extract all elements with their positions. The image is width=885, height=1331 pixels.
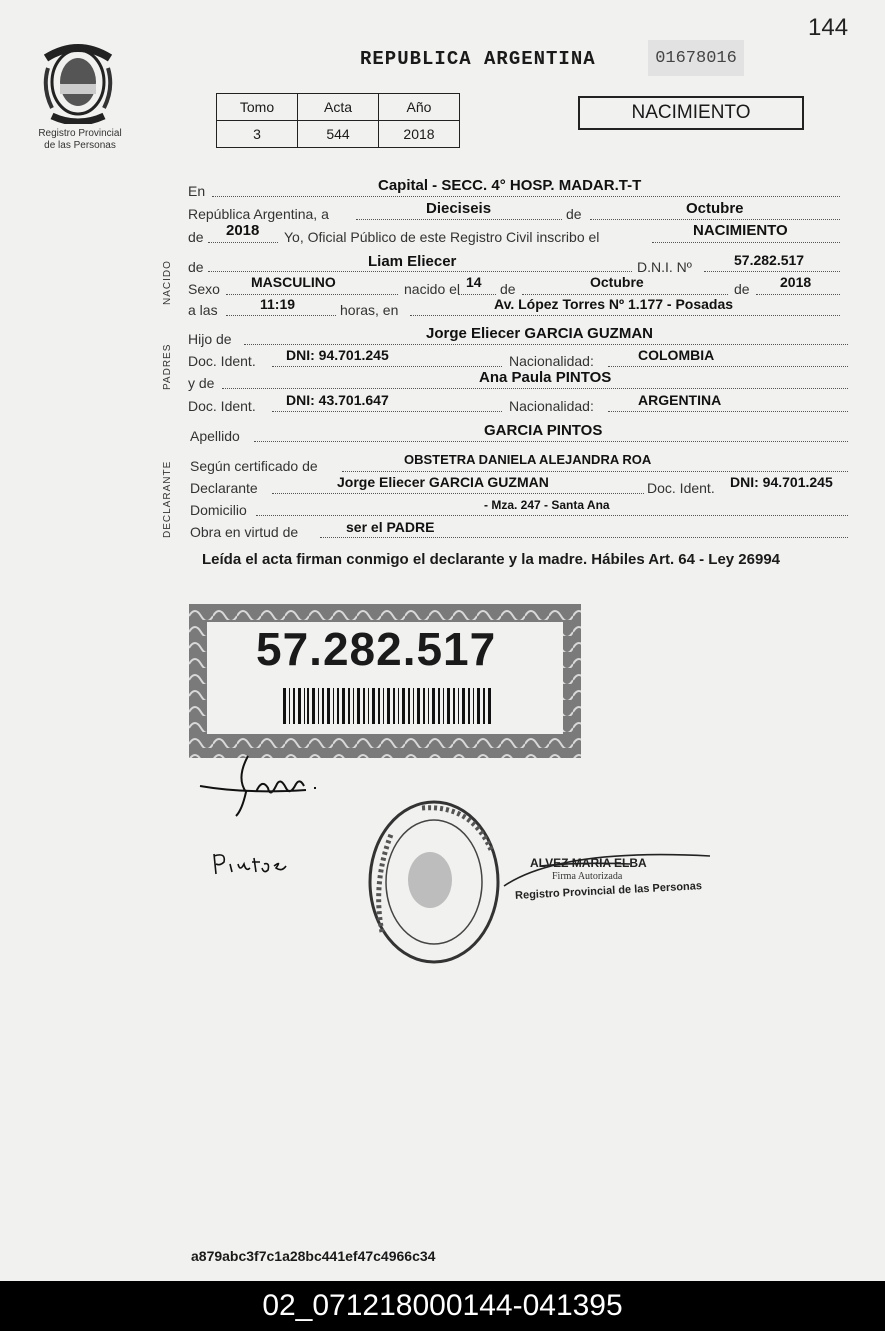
field-dia-letras: Dieciseis xyxy=(426,200,492,217)
field-declarante-doc: DNI: 94.701.245 xyxy=(730,474,833,490)
table-value-tomo: 3 xyxy=(217,121,298,148)
act-type-box: NACIMIENTO xyxy=(578,96,804,130)
table-value-anio: 2018 xyxy=(379,121,460,148)
field-padre: Jorge Eliecer GARCIA GUZMAN xyxy=(426,325,653,342)
dotted-line xyxy=(704,271,840,272)
dotted-line xyxy=(244,344,848,345)
label-hijo-de: Hijo de xyxy=(188,331,232,347)
label-obra: Obra en virtud de xyxy=(190,524,299,540)
label-domicilio: Domicilio xyxy=(190,502,247,518)
org-line-2: de las Personas xyxy=(44,140,116,151)
page-number: 144 xyxy=(808,14,849,41)
table-header-anio: Año xyxy=(379,94,460,121)
field-madre: Ana Paula PINTOS xyxy=(479,369,612,386)
dotted-line xyxy=(272,493,644,494)
label-a-las: a las xyxy=(188,302,218,318)
dotted-line xyxy=(256,515,848,516)
label-segun: Según certificado de xyxy=(190,458,318,474)
org-line-1: Registro Provincial xyxy=(38,128,122,139)
declarant-signature xyxy=(196,748,328,822)
field-hora: 11:19 xyxy=(260,296,296,312)
dotted-line xyxy=(590,219,840,220)
official-name: ALVEZ MARIA ELBA xyxy=(530,856,647,870)
label-de-anio-nac: de xyxy=(734,281,750,297)
table-value-acta: 544 xyxy=(298,121,379,148)
dotted-line xyxy=(342,471,848,472)
dni-stamp-number: 57.282.517 xyxy=(256,623,497,675)
field-dia-nac: 14 xyxy=(466,274,482,290)
dotted-line xyxy=(222,388,848,389)
mother-signature xyxy=(210,850,294,882)
field-nombre: Liam Eliecer xyxy=(368,253,457,270)
field-padre-nac: COLOMBIA xyxy=(638,347,715,363)
dotted-line xyxy=(212,196,840,197)
registry-table xyxy=(216,93,460,148)
label-doc-ident-declarante: Doc. Ident. xyxy=(647,480,715,496)
field-declarante: Jorge Eliecer GARCIA GUZMAN xyxy=(337,474,549,490)
label-declarante: Declarante xyxy=(190,480,258,496)
field-mes-inscripcion: Octubre xyxy=(686,200,744,217)
dotted-line xyxy=(320,537,848,538)
label-horas: horas, en xyxy=(340,302,399,318)
label-nacionalidad-madre: Nacionalidad: xyxy=(509,398,594,414)
field-certificado: OBSTETRA DANIELA ALEJANDRA ROA xyxy=(404,452,652,467)
section-label-padres: PADRES xyxy=(162,343,173,390)
serial-number: 01678016 xyxy=(648,40,744,76)
dotted-line xyxy=(756,294,840,295)
field-madre-doc: DNI: 43.701.647 xyxy=(286,392,389,408)
label-en: En xyxy=(188,183,206,199)
label-doc-ident-padre: Doc. Ident. xyxy=(188,353,256,369)
field-lugar-nac: Av. López Torres Nº 1.177 - Posadas xyxy=(494,296,734,312)
label-republica: República Argentina, a xyxy=(188,206,329,222)
official-role: Firma Autorizada xyxy=(552,871,623,882)
dotted-line xyxy=(458,294,496,295)
label-de: de xyxy=(566,206,582,222)
dotted-line xyxy=(226,315,336,316)
field-obra: ser el PADRE xyxy=(346,519,435,535)
official-org: Registro Provincial de las Personas xyxy=(514,880,703,902)
field-lugar: Capital - SECC. 4° HOSP. MADAR.T-T xyxy=(378,177,642,194)
dotted-line xyxy=(208,242,278,243)
dotted-line xyxy=(272,366,502,367)
label-doc-ident-madre: Doc. Ident. xyxy=(188,398,256,414)
official-seal xyxy=(362,792,512,972)
dotted-line xyxy=(652,242,840,243)
field-anio-nac: 2018 xyxy=(780,274,812,290)
field-padre-doc: DNI: 94.701.245 xyxy=(286,347,389,363)
label-dni: D.N.I. Nº xyxy=(637,259,692,275)
dotted-line xyxy=(608,411,848,412)
dotted-line xyxy=(608,366,848,367)
dotted-line xyxy=(410,315,840,316)
table-header-tomo: Tomo xyxy=(217,94,298,121)
label-y-de: y de xyxy=(188,375,215,391)
document-title: REPUBLICA ARGENTINA xyxy=(360,48,596,70)
label-sexo: Sexo xyxy=(188,281,220,297)
province-coat-of-arms-logo xyxy=(40,38,116,124)
label-apellido: Apellido xyxy=(190,428,240,444)
section-label-nacido: NACIDO xyxy=(162,260,173,305)
dotted-line xyxy=(226,294,398,295)
label-de-anio: de xyxy=(188,229,204,245)
document-hash: a879abc3f7c1a28bc441ef47c4966c34 xyxy=(191,1248,436,1264)
field-tipo: NACIMIENTO xyxy=(693,222,788,239)
field-sexo: MASCULINO xyxy=(251,274,336,290)
table-header-acta: Acta xyxy=(298,94,379,121)
label-de-mes: de xyxy=(500,281,516,297)
footer-code: 02_071218000144-041395 xyxy=(0,1281,885,1331)
act-note: Leída el acta firman conmigo el declarante y la madre. Hábiles Art. 64 - Ley 26994 xyxy=(202,551,781,568)
field-dni: 57.282.517 xyxy=(734,252,805,268)
field-mes-nac: Octubre xyxy=(590,274,644,290)
dotted-line xyxy=(254,441,848,442)
dotted-line xyxy=(356,219,562,220)
section-label-declarante: DECLARANTE xyxy=(162,460,173,538)
dotted-line xyxy=(272,411,502,412)
label-de-nombre: de xyxy=(188,259,204,275)
registry-org-name xyxy=(20,128,140,152)
field-madre-nac: ARGENTINA xyxy=(638,392,722,408)
dotted-line xyxy=(208,271,632,272)
label-nacionalidad-padre: Nacionalidad: xyxy=(509,353,594,369)
label-nacido: nacido el xyxy=(404,281,461,297)
field-anio-inscripcion: 2018 xyxy=(226,222,260,239)
field-domicilio: - Mza. 247 - Santa Ana xyxy=(484,498,610,512)
dotted-line xyxy=(522,294,728,295)
label-yo: Yo, Oficial Público de este Registro Civil inscribo el xyxy=(284,229,600,245)
field-apellido: GARCIA PINTOS xyxy=(484,422,603,439)
